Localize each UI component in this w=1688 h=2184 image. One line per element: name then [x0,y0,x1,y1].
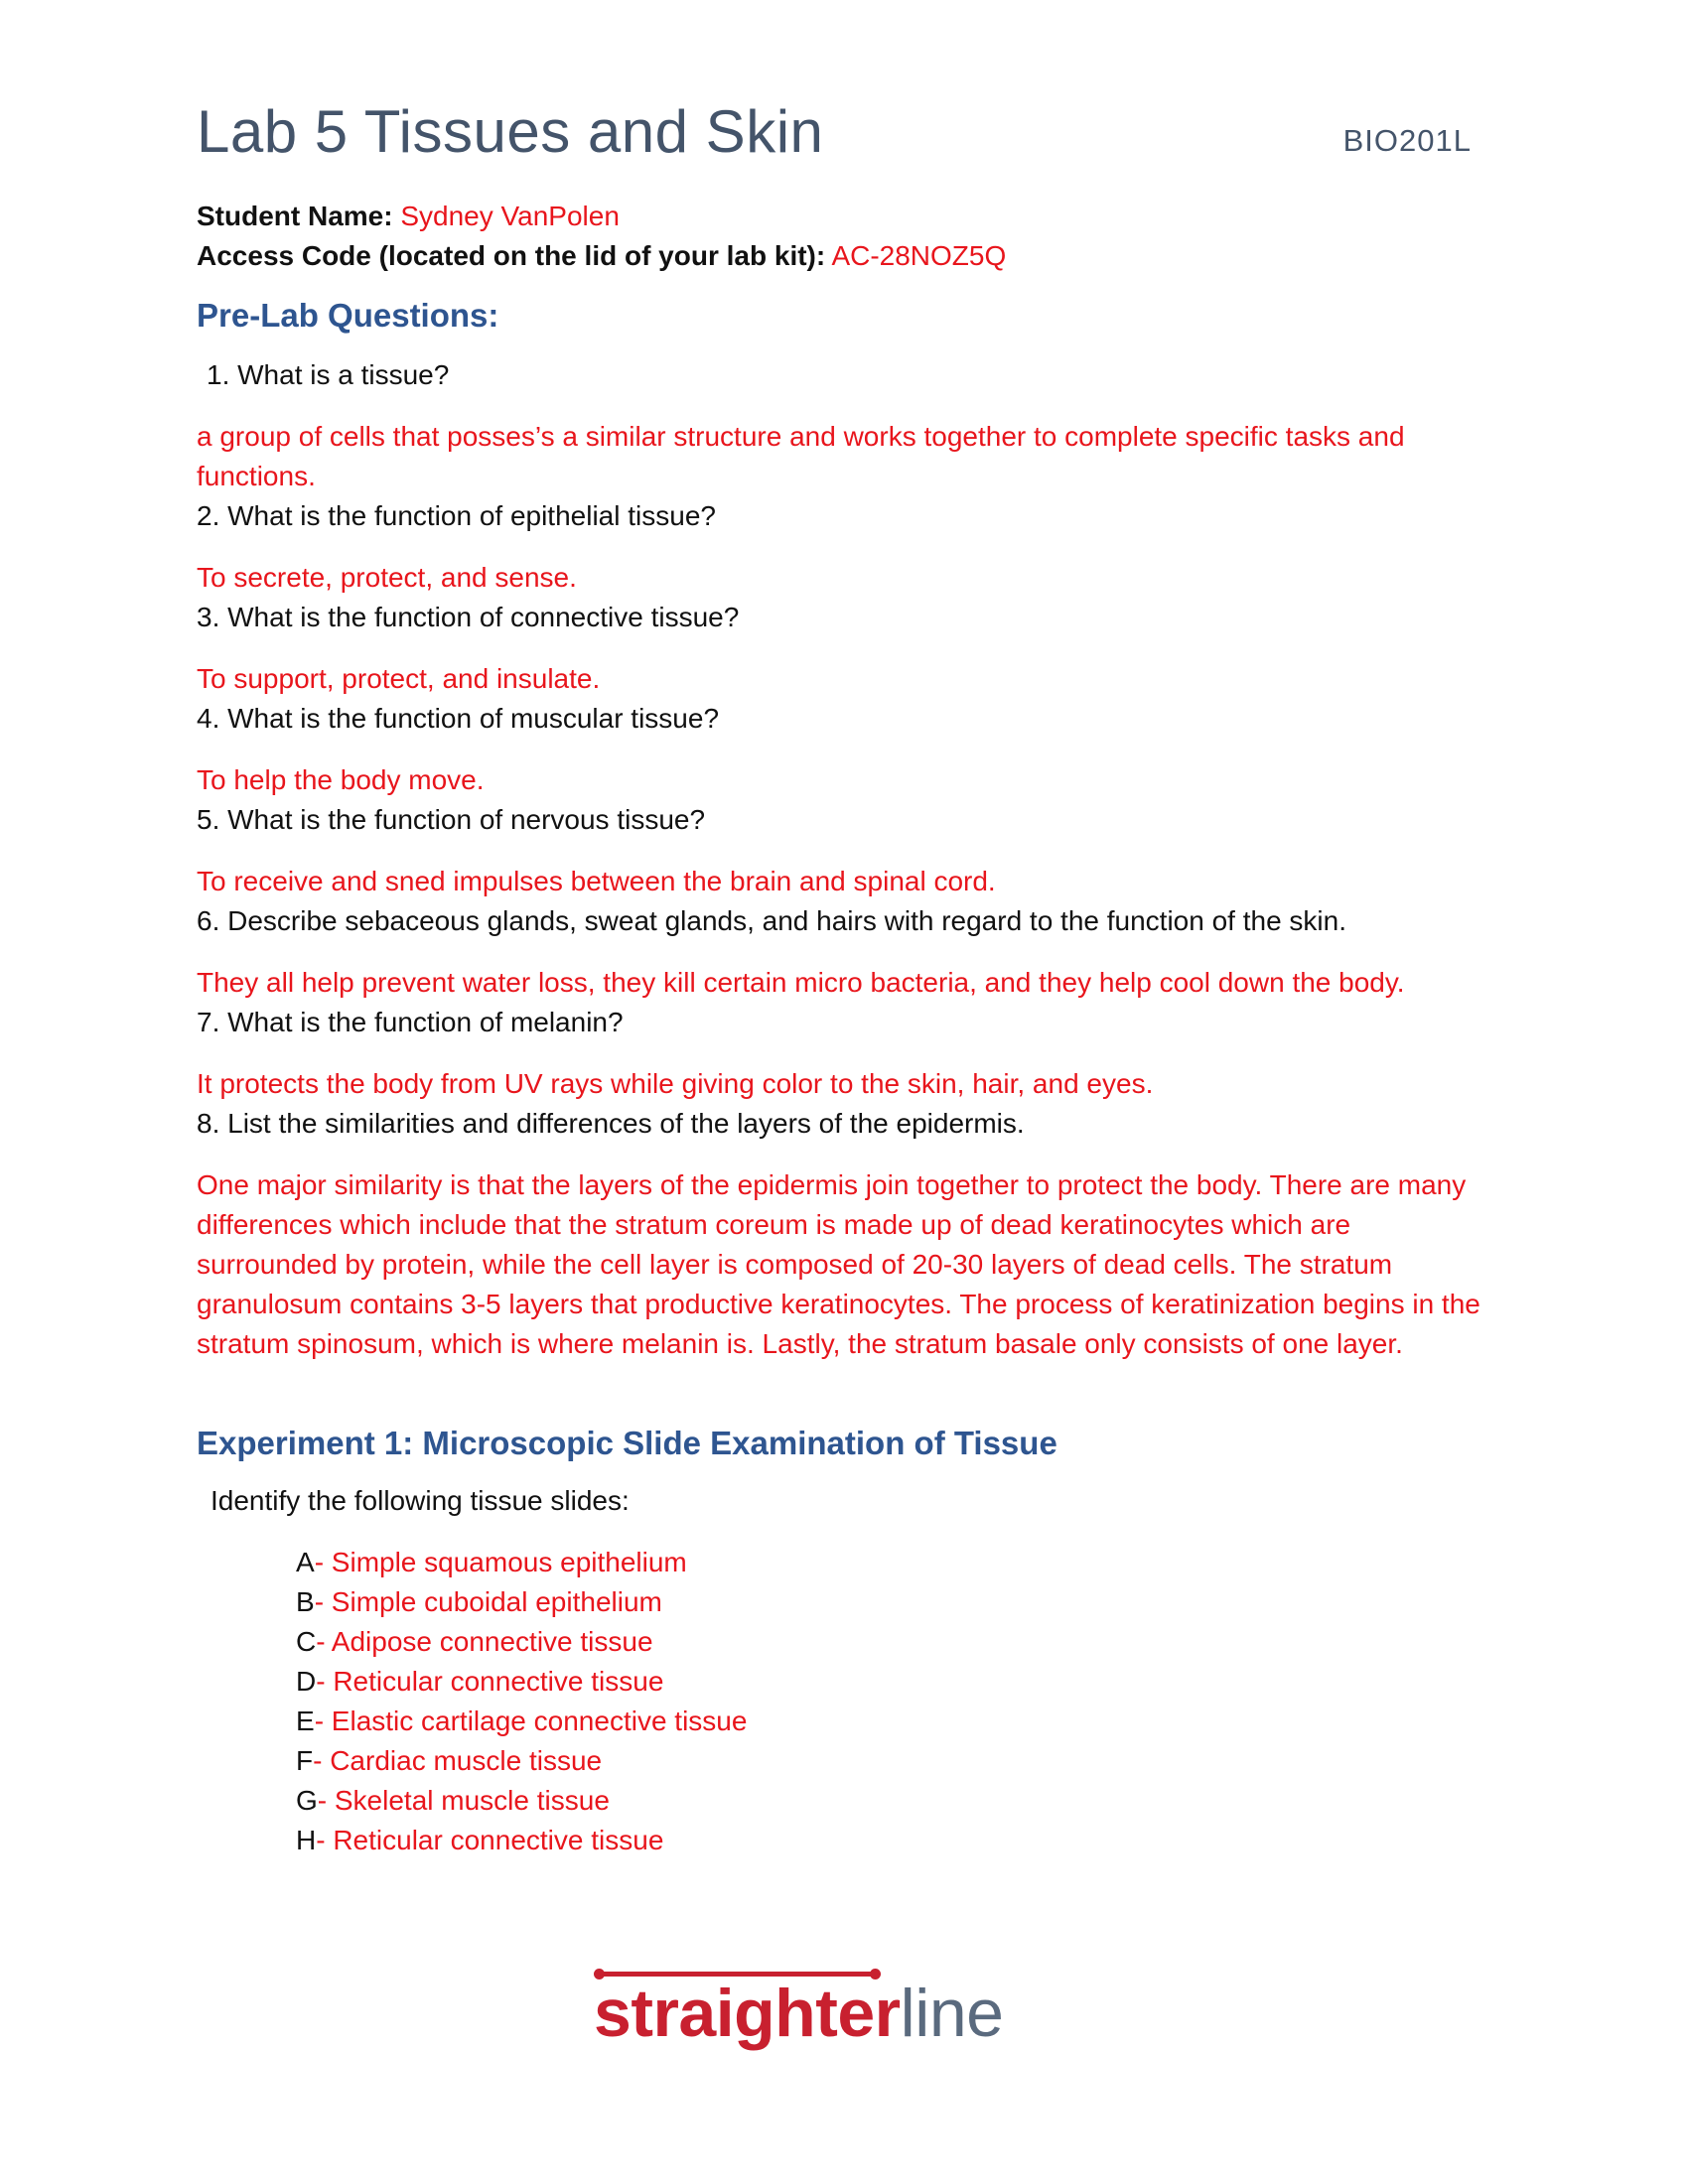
answer-3: To support, protect, and insulate. [197,663,601,694]
title-row [197,97,1487,177]
slide-letter: G [296,1785,318,1816]
answer-8: One major similarity is that the layers of the epidermis join together to protect the body. There are many differences which include that the stratum coreum is made up of dead keratinocytes which are surrounded by protein, while the cell layer is composed of 20-30 layers of dead cells. The stratum granulosum contains 3-5 layers that productive keratinocytes. The process of keratinization begins in the stratum spinosum, which is where melanin is. Lastly, the stratum basale only consists of one layer. [197,1169,1480,1359]
slide-answer-d [296,1662,1487,1702]
straighterline-logo [594,1966,1094,2065]
document-body [197,197,1487,1860]
slide-answer-list [197,1543,1487,1860]
student-name-label: Student Name: [197,201,393,231]
question-6: 6. Describe sebaceous glands, sweat glands, and hairs with regard to the function of the skin. [197,905,1347,936]
course-code: BIO201L [1342,123,1472,158]
question-7: 7. What is the function of melanin? [197,1007,624,1037]
slide-answer-e [296,1702,1487,1741]
slide-answer-c [296,1622,1487,1662]
slide-answer-a [296,1543,1487,1582]
slide-letter: F [296,1745,314,1776]
slide-letter: B [296,1586,315,1617]
student-name-value: Sydney VanPolen [400,201,620,231]
answer-5: To receive and sned impulses between the brain and spinal cord. [197,866,996,896]
experiment-1-heading: Experiment 1: Microscopic Slide Examination of Tissue [197,1425,1057,1461]
slide-tissue: - Adipose connective tissue [316,1626,653,1657]
logo-bold-text: straighter [594,1976,901,2051]
slide-tissue: - Simple squamous epithelium [314,1547,687,1577]
slide-letter: H [296,1825,317,1855]
question-5: 5. What is the function of nervous tissue? [197,804,706,835]
slide-answer-f [296,1741,1487,1781]
slide-answer-h [296,1821,1487,1860]
answer-2: To secrete, protect, and sense. [197,562,577,593]
slide-letter: C [296,1626,317,1657]
question-1: 1. What is a tissue? [207,359,450,390]
page-title: Lab 5 Tissues and Skin [197,98,824,165]
question-2: 2. What is the function of epithelial tissue? [197,500,716,531]
slide-answer-b [296,1582,1487,1622]
access-code-label: Access Code (located on the lid of your lab kit): [197,240,826,271]
slide-tissue: - Elastic cartilage connective tissue [314,1706,748,1736]
student-name-line [197,197,1487,236]
answer-7: It protects the body from UV rays while giving color to the skin, hair, and eyes. [197,1068,1154,1099]
question-8: 8. List the similarities and differences of the layers of the epidermis. [197,1108,1025,1139]
answer-1: a group of cells that posses’s a similar structure and works together to complete specific tasks and functions. [197,421,1405,491]
prelab-question-list [197,355,1487,1364]
logo-wordmark [594,1974,1004,2053]
question-3: 3. What is the function of connective tissue? [197,602,740,632]
slide-tissue: - Simple cuboidal epithelium [314,1586,662,1617]
access-code-value: AC-28NOZ5Q [831,240,1007,271]
question-4: 4. What is the function of muscular tissue? [197,703,720,734]
prelab-heading: Pre-Lab Questions: [197,297,499,334]
answer-6: They all help prevent water loss, they kill certain micro bacteria, and they help cool down the body. [197,967,1405,998]
experiment-1-instruction: Identify the following tissue slides: [211,1485,630,1516]
slide-tissue: - Cardiac muscle tissue [313,1745,603,1776]
slide-letter: A [296,1547,315,1577]
slide-tissue: - Skeletal muscle tissue [317,1785,610,1816]
slide-letter: E [296,1706,315,1736]
slide-tissue: - Reticular connective tissue [316,1825,664,1855]
answer-4: To help the body move. [197,764,485,795]
slide-letter: D [296,1666,317,1697]
slide-answer-g [296,1781,1487,1821]
logo-light-text: line [900,1976,1004,2051]
access-code-line [197,236,1487,276]
slide-tissue: - Reticular connective tissue [316,1666,664,1697]
